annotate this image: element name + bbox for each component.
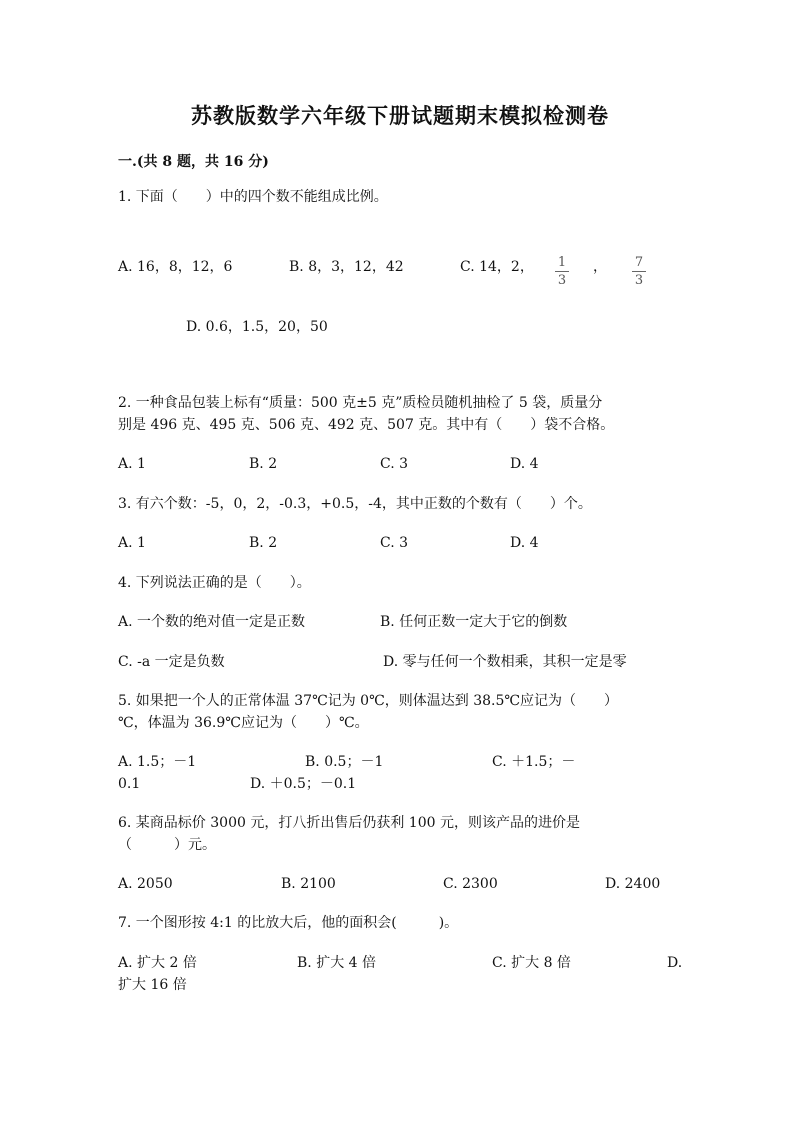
- q6-option-b: B. 2100: [281, 876, 336, 892]
- q4-option-c: C. -a 一定是负数: [118, 654, 225, 670]
- q6-option-c: C. 2300: [443, 876, 498, 892]
- q4-option-d: D. 零与任何一个数相乘，其积一定是零: [383, 654, 627, 670]
- q1-option-b: B. 8，3，12，42: [289, 259, 404, 275]
- q1-frac2-numerator: 7: [634, 255, 644, 270]
- fraction-bar: [632, 271, 646, 272]
- q2-option-a: A. 1: [118, 456, 146, 472]
- q1-fraction-one-third: [555, 255, 569, 288]
- q5-stem-line1: 5. 如果把一个人的正常体温 37℃记为 0℃，则体温达到 38.5℃应记为（ ）: [118, 693, 619, 709]
- q7-stem: 7. 一个图形按 4:1 的比放大后，他的面积会( )。: [118, 915, 459, 931]
- q5-option-c: C. ＋1.5；－: [492, 754, 576, 770]
- fraction-bar: [555, 271, 569, 272]
- q3-option-c: C. 3: [380, 535, 409, 551]
- q4-option-b: B. 任何正数一定大于它的倒数: [380, 614, 568, 630]
- q2-stem-line1: 2. 一种食品包装上标有“质量：500 克±5 克”质检员随机抽检了 5 袋，质量分: [118, 395, 603, 411]
- q7-option-d: D.: [667, 955, 683, 971]
- q5-option-d: D. ＋0.5；－0.1: [250, 776, 357, 792]
- q7-option-d-continued: 扩大 16 倍: [118, 977, 187, 993]
- q3-stem: 3. 有六个数：-5，0，2，-0.3，+0.5，-4，其中正数的个数有（ ）个。: [118, 496, 592, 512]
- q6-option-a: A. 2050: [118, 876, 173, 892]
- q5-option-c-continued: 0.1: [118, 776, 141, 792]
- q7-option-a: A. 扩大 2 倍: [118, 955, 197, 971]
- q2-stem-line2: 别是 496 克、495 克、506 克、492 克、507 克。其中有（ ）袋不合格。: [118, 417, 615, 433]
- q2-option-d: D. 4: [510, 456, 539, 472]
- section-header: 一.(共 8 题，共 16 分): [118, 154, 269, 170]
- q1-frac1-numerator: 1: [557, 255, 567, 270]
- q1-fraction-seven-thirds: [632, 255, 646, 288]
- q5-stem-line2: ℃，体温为 36.9℃应记为（ ）℃。: [118, 715, 369, 731]
- q3-option-b: B. 2: [249, 535, 278, 551]
- q4-option-a: A. 一个数的绝对值一定是正数: [118, 614, 306, 630]
- q1-option-d: D. 0.6，1.5，20，50: [186, 319, 328, 335]
- q7-option-c: C. 扩大 8 倍: [492, 955, 571, 971]
- q1-option-c-separator: ，: [593, 259, 607, 275]
- page-title: 苏教版数学六年级下册试题期末模拟检测卷: [191, 103, 609, 128]
- q1-option-a: A. 16，8，12，6: [118, 259, 233, 275]
- q1-frac2-denominator: 3: [634, 273, 644, 288]
- q6-option-d: D. 2400: [605, 876, 661, 892]
- q7-option-b: B. 扩大 4 倍: [297, 955, 376, 971]
- q5-option-a: A. 1.5；－1: [118, 754, 197, 770]
- q2-option-c: C. 3: [380, 456, 409, 472]
- q2-option-b: B. 2: [249, 456, 278, 472]
- q3-option-a: A. 1: [118, 535, 146, 551]
- q6-stem-line1: 6. 某商品标价 3000 元，打八折出售后仍获利 100 元，则该产品的进价是: [118, 815, 580, 831]
- q1-stem: 1. 下面（ ）中的四个数不能组成比例。: [118, 189, 388, 205]
- q3-option-d: D. 4: [510, 535, 539, 551]
- q1-option-c: C. 14，2，: [460, 259, 534, 275]
- q1-frac1-denominator: 3: [557, 273, 567, 288]
- q5-option-b: B. 0.5；－1: [305, 754, 384, 770]
- q4-stem: 4. 下列说法正确的是（ ）。: [118, 575, 311, 591]
- q6-stem-line2: （ ）元。: [118, 837, 216, 853]
